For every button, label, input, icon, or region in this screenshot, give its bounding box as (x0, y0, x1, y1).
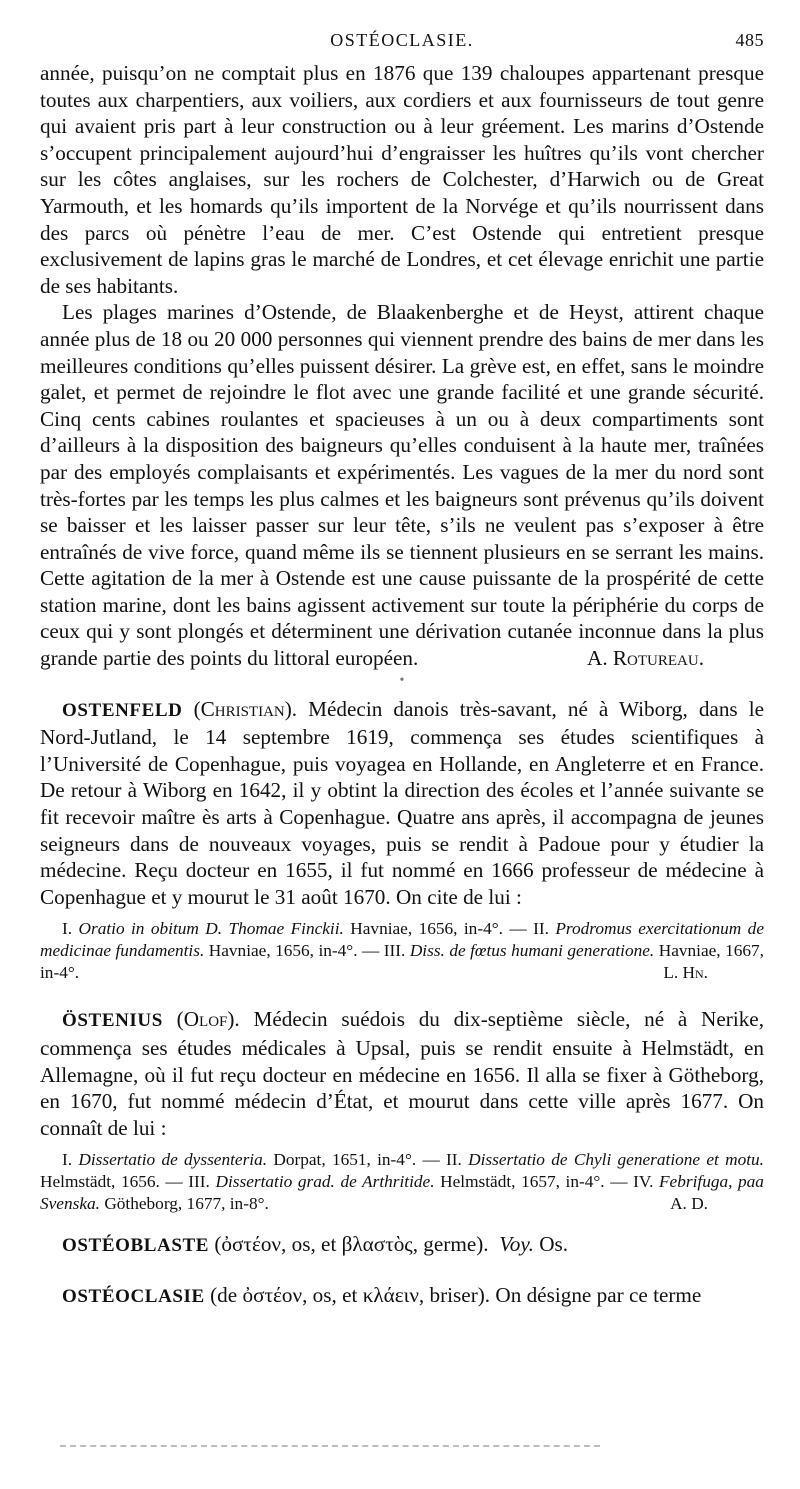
signature-ostenfeld: L. Hn. (663, 963, 708, 983)
running-title: OSTÉOCLASIE. (330, 30, 474, 50)
bib-title: Diss. de fœtus humani generatione. (409, 941, 655, 961)
entry-ostenius (40, 1006, 764, 1215)
bib-title: Prodromus exercitationum de medicinae fundamentis. (40, 919, 764, 961)
intro-signature: A. Rotureau. (587, 646, 704, 671)
bib-imprint: Helmstädt, 1656. — (40, 1172, 183, 1192)
bib-title: Dissertatio grad. de Arthritide. (215, 1172, 435, 1192)
bib-title: Dissertatio de Chyli generatione et motu. (468, 1150, 764, 1170)
bibliography-ostenius (40, 1149, 764, 1215)
footer-rule (60, 1445, 600, 1447)
body-ostenius: Médecin suédois du dix-septième siècle, né à Nerike, commença ses études médicales à Upsal, puis se rendit ensuite à Helmstädt, en Allemagne, où il fut reçu docteur en médecine en 1656. Il alla se fixer à Götheborg, en 1670, fut nommé médecin d’État, et mourut dans cette ville après 1677. On connaît de lui : (40, 1007, 764, 1140)
entry-ostenius-text (40, 1006, 764, 1141)
headword-osteoclasie: OSTÉOCLASIE (62, 1285, 205, 1307)
cross-reference-target: Os. (539, 1232, 569, 1257)
bib-imprint: Havniae, 1656, in-4°. — (350, 919, 527, 939)
bib-num: I. (62, 919, 73, 939)
forename-ostenius: (Olof). (176, 1007, 240, 1032)
page-number: 485 (735, 30, 764, 50)
body-osteoblaste: (ὀστέον, os, et βλαστὸς, germe). (214, 1232, 489, 1257)
bib-title: Febrifuga, paa Svenska. (40, 1172, 764, 1214)
headword-ostenfeld: OSTENFELD (62, 699, 183, 721)
body-ostenfeld: Médecin danois très-savant, né à Wiborg, dans le Nord-Jutland, le 14 septembre 1619, commença ses études scientifiques à l’Université de Copenhague, puis voyagea en Hollande, en Angleterre et en France. De retour à Wiborg en 1642, il y obtint la direction des écoles et l’année suivante se fit recevoir maître ès arts à Copenhague. Quatre ans après, il accompagna de jeunes seigneurs dans de nouveaux voyages, puis se rendit à Padoue pour y étudier la médecine. Reçu docteur en 1655, il fut nommé en 1666 professeur de médecine à Copenhague et y mourut le 31 août 1670. On cite de lui : (40, 696, 765, 909)
bib-num: IV. (633, 1172, 654, 1192)
signature-ostenius: A. D. (670, 1194, 708, 1214)
entry-osteoblaste-text (40, 1231, 764, 1260)
bib-num: II. (446, 1150, 462, 1170)
intro-paragraph-2-text: Les plages marines d’Ostende, de Blaakenberghe et de Heyst, attirent chaque année plus de 18 ou 20 000 personnes qui viennent prendre des bains de mer dans les meilleures conditions qu’elles puissent désirer. La grève est, en effet, sans le moindre galet, et permet de rejoindre le flot avec une grande facilité et une grande sécurité. Cinq cents cabines roulantes et spacieuses à un ou à deux compartiments sont d’ailleurs à la disposition des baigneurs qu’elles conduisent à la haute mer, traînées par des employés complaisants et expérimentés. Les vagues de la mer du nord sont très-fortes par les temps les plus calmes et les baigneurs sont prévenus qu’ils doivent se baisser et les laisser passer sur leur tête, s’ils ne veulent pas s’exposer à être entraînés de vive force, quand même ils se tiennent plusieurs en se serrant les mains. Cette agitation de la mer à Ostende est une cause puissante de la prospérité de cette station marine, dont les bains agissent activement sur toute la périphérie du corps de ceux qui y sont plongés et déterminent une dérivation cutanée inconnue dans la plus grande partie des points du littoral européen. (40, 300, 764, 671)
bib-title: Oratio in obitum D. Thomae Finckii. (78, 919, 344, 939)
body-osteoclasie: (de ὀστέον, os, et κλάειν, briser). On désigne par ce terme (210, 1282, 702, 1307)
intro-paragraph-2 (40, 299, 764, 671)
running-head (40, 30, 764, 60)
bib-num: III. (188, 1172, 210, 1192)
bib-imprint: Götheborg, 1677, in-8°. (104, 1194, 269, 1214)
center-mark: • (399, 672, 405, 688)
entry-osteoclasie (40, 1282, 764, 1311)
bib-title: Dissertatio de dyssenteria. (78, 1150, 268, 1170)
headword-osteoblaste: OSTÉOBLASTE (62, 1235, 210, 1257)
bib-imprint: Dorpat, 1651, in-4°. — (273, 1150, 440, 1170)
bibliography-ostenfeld (40, 918, 764, 984)
bib-num: III. (383, 941, 406, 961)
headword-ostenius: ÖSTENIUS (62, 1010, 163, 1032)
bib-imprint: Havniae, 1656, in-4°. — (208, 941, 380, 961)
entry-ostenfeld (40, 696, 764, 985)
bib-num: II. (533, 919, 549, 939)
entry-ostenfeld-text (40, 696, 764, 911)
cross-reference-prefix: Voy. (499, 1232, 534, 1257)
forename-ostenfeld: (Christian). (193, 696, 298, 721)
entry-osteoblaste (40, 1231, 764, 1260)
entry-osteoclasie-text (40, 1282, 764, 1311)
bib-imprint: Helmstädt, 1657, in-4°. — (440, 1172, 628, 1192)
bib-imprint: Havniae, 1667, in-4°. (40, 941, 764, 983)
bib-num: I. (62, 1150, 73, 1170)
intro-paragraph-1: année, puisqu’on ne comptait plus en 1876 que 139 chaloupes appartenant presque toutes aux charpentiers, aux voiliers, aux cordiers et aux fournisseurs de tout genre qui avaient pris part à leur construction ou à leur gréement. Les marins d’Ostende s’occupent principalement aujourd’hui d’engraisser les huîtres qu’ils vont chercher sur les côtes anglaises, sur les rochers de Colchester, d’Harwich ou de Great Yarmouth, et les homards qu’ils importent de la Norvége et qu’ils nourrissent dans des parcs où pénètre l’eau de mer. C’est Ostende qui entretient presque exclusivement de lapins gras le marché de Londres, et cet élevage enrichit une partie de ses habitants. (40, 61, 764, 298)
